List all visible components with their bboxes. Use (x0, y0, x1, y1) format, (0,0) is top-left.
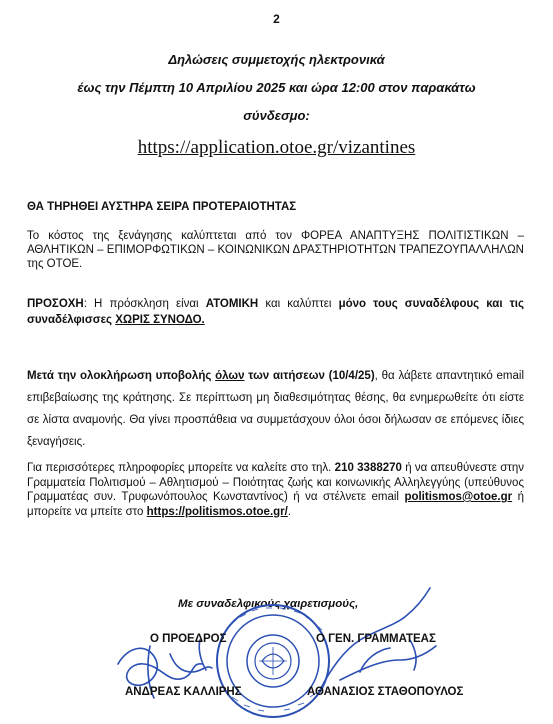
info-text-a: Για περισσότερες πληροφορίες μπορείτε να καλείτε στο τηλ. (27, 462, 335, 474)
official-stamp (217, 605, 329, 717)
header-line-2: έως την Πέμπτη 10 Απριλίου 2025 και ώρα 12:00 στον παρακάτω (77, 80, 476, 95)
president-title: Ο ΠΡΟΕΔΡΟΣ (150, 633, 227, 645)
completion-rest: , θα λάβετε απαντητικό email επιβεβαίωσης της κράτησης. Σε περίπτωση μη διαθεσιμότητας θέσης, θα ενημερωθείτε ότι είστε σε λίστα αναμονής. Θα γίνει προσπάθεια να συμμετάσχουν όλοι όσοι δήλωσαν σε επόμενες ίδιες ξεναγήσεις. (27, 370, 524, 448)
info-text-d: . (287, 505, 292, 518)
cost-paragraph: Το κόστος της ξενάγησης καλύπτεται από τον ΦΟΡΕΑ ΑΝΑΠΤΥΞΗΣ ΠΟΛΙΤΙΣΤΙΚΩΝ – ΑΘΛΗΤΙΚΩΝ – ΕΠΙΜΟΡΦΩΤΙΚΩΝ – ΚΟΙΝΩΝΙΚΩΝ ΔΡΑΣΤΗΡΙΟΤΗΤΩΝ ΤΡΑΠΕΖΟΥΠΑΛΛΗΛΩΝ της ΟΤΟΕ. (27, 230, 524, 270)
attention-individual: ΑΤΟΜΙΚΗ (205, 298, 259, 310)
page-number: 2 (273, 12, 280, 26)
closing-greeting: Με συναδελφικούς χαιρετισμούς, (178, 598, 359, 610)
info-text-b: ή να απευθύνεστε στην Γραμματεία Πολιτισμού – Αθλητισμού – Ποιότητας ζωής και κοινωνικής Αλληλεγγύης (υπεύθυνος Γραμματέας συν. Τρυφωνόπουλος Κωνσταντίνος) ή να στέλνετε email (27, 462, 524, 503)
attention-text-a: : Η πρόσκληση είναι (83, 298, 206, 310)
header-line-3: σύνδεσμο: (243, 108, 310, 123)
info-email-link[interactable]: politismos@otoe.gr (404, 491, 513, 503)
completion-bold-a: Μετά την ολοκλήρωση υποβολής (27, 370, 216, 382)
attention-only-members: μόνο τους συναδέλφους και τις συναδέλφισσες (27, 298, 524, 326)
attention-label: ΠΡΟΣΟΧΗ (27, 298, 84, 310)
general-secretary-title: Ο ΓΕΝ. ΓΡΑΜΜΑΤΕΑΣ (316, 633, 436, 645)
completion-all: όλων (215, 370, 245, 382)
info-website-link[interactable]: https://politismos.otoe.gr/ (146, 505, 288, 518)
header-line-1: Δηλώσεις συμμετοχής ηλεκτρονικά (168, 52, 385, 67)
registration-link[interactable]: https://application.otoe.gr/vizantines (137, 137, 416, 158)
info-text-c: ή μπορείτε να μπείτε στο (27, 491, 524, 518)
president-name: ΑΝΔΡΕΑΣ ΚΑΛΛΙΡΗΣ (125, 686, 242, 698)
attention-text-b: και καλύπτει (258, 298, 339, 310)
priority-heading: ΘΑ ΤΗΡΗΘΕΙ ΑΥΣΤΗΡΑ ΣΕΙΡΑ ΠΡΟΤΕΡΑΙΟΤΗΤΑΣ (27, 201, 297, 213)
general-secretary-name: ΑΘΑΝΑΣΙΟΣ ΣΤΑΘΟΠΟΥΛΟΣ (307, 686, 464, 698)
attention-no-spouse: ΧΩΡΙΣ ΣΥΝΟΔΟ. (115, 314, 205, 326)
completion-bold-b: των αιτήσεων (10/4/25) (244, 370, 375, 382)
info-phone: 210 3388270 (334, 462, 402, 474)
